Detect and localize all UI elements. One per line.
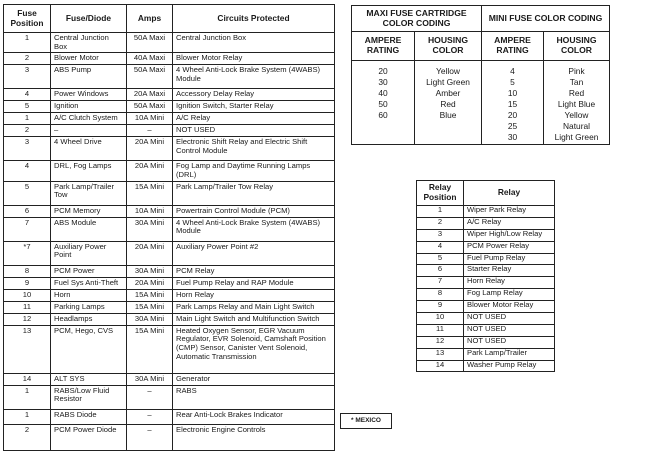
relay-row: [417, 253, 555, 265]
fuse-circuits: Electronic Shift Relay and Electric Shift Control Module: [173, 137, 335, 161]
fuse-fuse-diode: Parking Lamps: [51, 301, 127, 313]
fuse-position: 14: [4, 373, 51, 385]
fuse-position: 5: [4, 181, 51, 205]
fuse-circuits: Accessory Delay Relay: [173, 89, 335, 101]
relay-name: Park Lamp/Trailer: [464, 348, 555, 360]
maxi-colors: Yellow Light Green Amber Red Blue: [415, 61, 482, 145]
relay-name: Washer Pump Relay: [464, 360, 555, 372]
fuse-amps: –: [127, 385, 173, 409]
fuse-fuse-diode: ABS Pump: [51, 65, 127, 89]
fuse-circuits: Main Light Switch and Multifunction Switch: [173, 313, 335, 325]
fuse-row: [4, 217, 335, 241]
fuse-circuits: Auxiliary Power Point #2: [173, 241, 335, 265]
fuse-amps: 20A Maxi: [127, 89, 173, 101]
relay-position: 1: [417, 206, 464, 218]
fuse-amps: 40A Maxi: [127, 53, 173, 65]
fuse-fuse-diode: PCM, Hego, CVS: [51, 325, 127, 373]
fuse-circuits: NOT USED: [173, 125, 335, 137]
fuse-fuse-diode: PCM Memory: [51, 205, 127, 217]
header-relay: Relay: [464, 181, 555, 206]
header-fuse-position: Fuse Position: [4, 5, 51, 33]
fuse-fuse-diode: Blower Motor: [51, 53, 127, 65]
fuse-circuits: Park Lamp/Trailer Tow Relay: [173, 181, 335, 205]
mexico-footnote: * MEXICO: [340, 413, 392, 429]
fuse-row: [4, 137, 335, 161]
relay-position: 5: [417, 253, 464, 265]
relay-row: [417, 313, 555, 325]
fuse-position: *7: [4, 241, 51, 265]
relay-position: 11: [417, 324, 464, 336]
relay-table: [416, 180, 555, 372]
relay-position: 4: [417, 241, 464, 253]
fuse-amps: 20A Mini: [127, 161, 173, 181]
fuse-position: 1: [4, 33, 51, 53]
fuse-row: [4, 53, 335, 65]
mini-title: MINI FUSE COLOR CODING: [482, 6, 610, 32]
relay-row: [417, 348, 555, 360]
maxi-housing-header: HOUSING COLOR: [415, 32, 482, 61]
relay-name: Fuel Pump Relay: [464, 253, 555, 265]
fuse-circuits: Fuel Pump Relay and RAP Module: [173, 277, 335, 289]
fuse-position: 8: [4, 265, 51, 277]
fuse-row: [4, 265, 335, 277]
fuse-fuse-diode: Ignition: [51, 101, 127, 113]
fuse-circuits: Park Lamps Relay and Main Light Switch: [173, 301, 335, 313]
relay-name: NOT USED: [464, 324, 555, 336]
fuse-fuse-diode: Central Junction Box: [51, 33, 127, 53]
fuse-amps: 15A Mini: [127, 289, 173, 301]
relay-position: 3: [417, 229, 464, 241]
relay-row: [417, 301, 555, 313]
header-amps: Amps: [127, 5, 173, 33]
fuse-circuits: Heated Oxygen Sensor, EGR Vacuum Regulator, EVR Solenoid, Camshaft Position (CMP) Sensor, Canister Vent Solenoid, Automatic Transmission: [173, 325, 335, 373]
fuse-row: [4, 301, 335, 313]
relay-position: 10: [417, 313, 464, 325]
relay-position: 13: [417, 348, 464, 360]
mini-housing-header: HOUSING COLOR: [544, 32, 610, 61]
fuse-fuse-diode: Auxiliary Power Point: [51, 241, 127, 265]
relay-name: Wiper Park Relay: [464, 206, 555, 218]
fuse-fuse-diode: Fuel Sys Anti-Theft: [51, 277, 127, 289]
fuse-row: [4, 65, 335, 89]
relay-row: [417, 265, 555, 277]
fuse-circuits: Rear Anti-Lock Brakes Indicator: [173, 409, 335, 424]
mini-ampere-header: AMPERE RATING: [482, 32, 544, 61]
fuse-fuse-diode: –: [51, 125, 127, 137]
fuse-position: 12: [4, 313, 51, 325]
relay-position: 2: [417, 217, 464, 229]
fuse-circuits: 4 Wheel Anti-Lock Brake System (4WABS) Module: [173, 65, 335, 89]
fuse-amps: 30A Mini: [127, 265, 173, 277]
fuse-row: [4, 125, 335, 137]
fuse-position: 4: [4, 89, 51, 101]
fuse-fuse-diode: 4 Wheel Drive: [51, 137, 127, 161]
fuse-circuits: Blower Motor Relay: [173, 53, 335, 65]
fuse-circuits: A/C Relay: [173, 113, 335, 125]
fuse-row: [4, 101, 335, 113]
header-relay-position: Relay Position: [417, 181, 464, 206]
fuse-fuse-diode: Headlamps: [51, 313, 127, 325]
fuse-circuits: PCM Relay: [173, 265, 335, 277]
fuse-row: [4, 409, 335, 424]
relay-row: [417, 241, 555, 253]
fuse-amps: 20A Mini: [127, 137, 173, 161]
fuse-amps: 15A Mini: [127, 301, 173, 313]
fuse-amps: 20A Mini: [127, 241, 173, 265]
maxi-ampere-header: AMPERE RATING: [352, 32, 415, 61]
relay-name: A/C Relay: [464, 217, 555, 229]
relay-row: [417, 206, 555, 218]
fuse-row: [4, 325, 335, 373]
fuse-position: 2: [4, 424, 51, 450]
fuse-amps: 15A Mini: [127, 325, 173, 373]
fuse-amps: –: [127, 409, 173, 424]
relay-name: Horn Relay: [464, 277, 555, 289]
header-circuits: Circuits Protected: [173, 5, 335, 33]
relay-position: 7: [417, 277, 464, 289]
fuse-position: 1: [4, 113, 51, 125]
relay-row: [417, 289, 555, 301]
relay-position: 14: [417, 360, 464, 372]
fuse-fuse-diode: ALT SYS: [51, 373, 127, 385]
fuse-row: [4, 313, 335, 325]
relay-position: 9: [417, 301, 464, 313]
fuse-amps: 30A Mini: [127, 373, 173, 385]
relay-name: Wiper High/Low Relay: [464, 229, 555, 241]
maxi-title: MAXI FUSE CARTRIDGE COLOR CODING: [352, 6, 482, 32]
fuse-position: 5: [4, 101, 51, 113]
mini-colors: Pink Tan Red Light Blue Yellow Natural Light Green: [544, 61, 610, 145]
fuse-fuse-diode: Horn: [51, 289, 127, 301]
fuse-circuits: Generator: [173, 373, 335, 385]
relay-row: [417, 229, 555, 241]
fuse-table: [3, 4, 335, 451]
fuse-position: 10: [4, 289, 51, 301]
fuse-circuits: Fog Lamp and Daytime Running Lamps (DRL): [173, 161, 335, 181]
fuse-circuits: RABS: [173, 385, 335, 409]
header-fuse-diode: Fuse/Diode: [51, 5, 127, 33]
fuse-fuse-diode: PCM Power Diode: [51, 424, 127, 450]
relay-position: 8: [417, 289, 464, 301]
fuse-amps: 10A Mini: [127, 205, 173, 217]
fuse-row: [4, 277, 335, 289]
fuse-circuits: Electronic Engine Controls: [173, 424, 335, 450]
fuse-position: 4: [4, 161, 51, 181]
fuse-position: 9: [4, 277, 51, 289]
fuse-row: [4, 205, 335, 217]
fuse-row: [4, 161, 335, 181]
fuse-circuits: 4 Wheel Anti-Lock Brake System (4WABS) Module: [173, 217, 335, 241]
fuse-circuits: Ignition Switch, Starter Relay: [173, 101, 335, 113]
fuse-row: [4, 373, 335, 385]
fuse-amps: 50A Maxi: [127, 33, 173, 53]
fuse-fuse-diode: ABS Module: [51, 217, 127, 241]
fuse-fuse-diode: RABS/Low Fluid Resistor: [51, 385, 127, 409]
fuse-amps: 50A Maxi: [127, 101, 173, 113]
fuse-position: 13: [4, 325, 51, 373]
fuse-position: 7: [4, 217, 51, 241]
relay-row: [417, 324, 555, 336]
relay-position: 12: [417, 336, 464, 348]
relay-name: Blower Motor Relay: [464, 301, 555, 313]
fuse-fuse-diode: Park Lamp/Trailer Tow: [51, 181, 127, 205]
fuse-circuits: Powertrain Control Module (PCM): [173, 205, 335, 217]
fuse-row: [4, 181, 335, 205]
fuse-amps: 30A Mini: [127, 313, 173, 325]
fuse-position: 2: [4, 125, 51, 137]
relay-row: [417, 217, 555, 229]
relay-position: 6: [417, 265, 464, 277]
fuse-fuse-diode: DRL, Fog Lamps: [51, 161, 127, 181]
relay-name: NOT USED: [464, 313, 555, 325]
color-coding-table: [351, 5, 610, 145]
relay-name: NOT USED: [464, 336, 555, 348]
fuse-row: [4, 89, 335, 101]
fuse-circuits: Central Junction Box: [173, 33, 335, 53]
fuse-amps: 50A Maxi: [127, 65, 173, 89]
fuse-position: 1: [4, 385, 51, 409]
fuse-amps: 20A Mini: [127, 277, 173, 289]
fuse-row: [4, 424, 335, 450]
relay-name: Starter Relay: [464, 265, 555, 277]
fuse-fuse-diode: PCM Power: [51, 265, 127, 277]
fuse-row: [4, 113, 335, 125]
fuse-amps: 10A Mini: [127, 113, 173, 125]
fuse-position: 3: [4, 65, 51, 89]
relay-row: [417, 277, 555, 289]
fuse-row: [4, 289, 335, 301]
relay-name: Fog Lamp Relay: [464, 289, 555, 301]
fuse-amps: –: [127, 424, 173, 450]
fuse-position: 1: [4, 409, 51, 424]
fuse-fuse-diode: Power Windows: [51, 89, 127, 101]
fuse-position: 2: [4, 53, 51, 65]
fuse-amps: 30A Mini: [127, 217, 173, 241]
fuse-amps: 15A Mini: [127, 181, 173, 205]
fuse-fuse-diode: RABS Diode: [51, 409, 127, 424]
fuse-row: [4, 33, 335, 53]
fuse-row: [4, 385, 335, 409]
maxi-amps: 20 30 40 50 60: [352, 61, 415, 145]
fuse-position: 3: [4, 137, 51, 161]
fuse-amps: –: [127, 125, 173, 137]
fuse-position: 11: [4, 301, 51, 313]
mini-amps: 4 5 10 15 20 25 30: [482, 61, 544, 145]
fuse-position: 6: [4, 205, 51, 217]
fuse-circuits: Horn Relay: [173, 289, 335, 301]
relay-row: [417, 360, 555, 372]
fuse-fuse-diode: A/C Clutch System: [51, 113, 127, 125]
relay-name: PCM Power Relay: [464, 241, 555, 253]
fuse-row: [4, 241, 335, 265]
relay-row: [417, 336, 555, 348]
